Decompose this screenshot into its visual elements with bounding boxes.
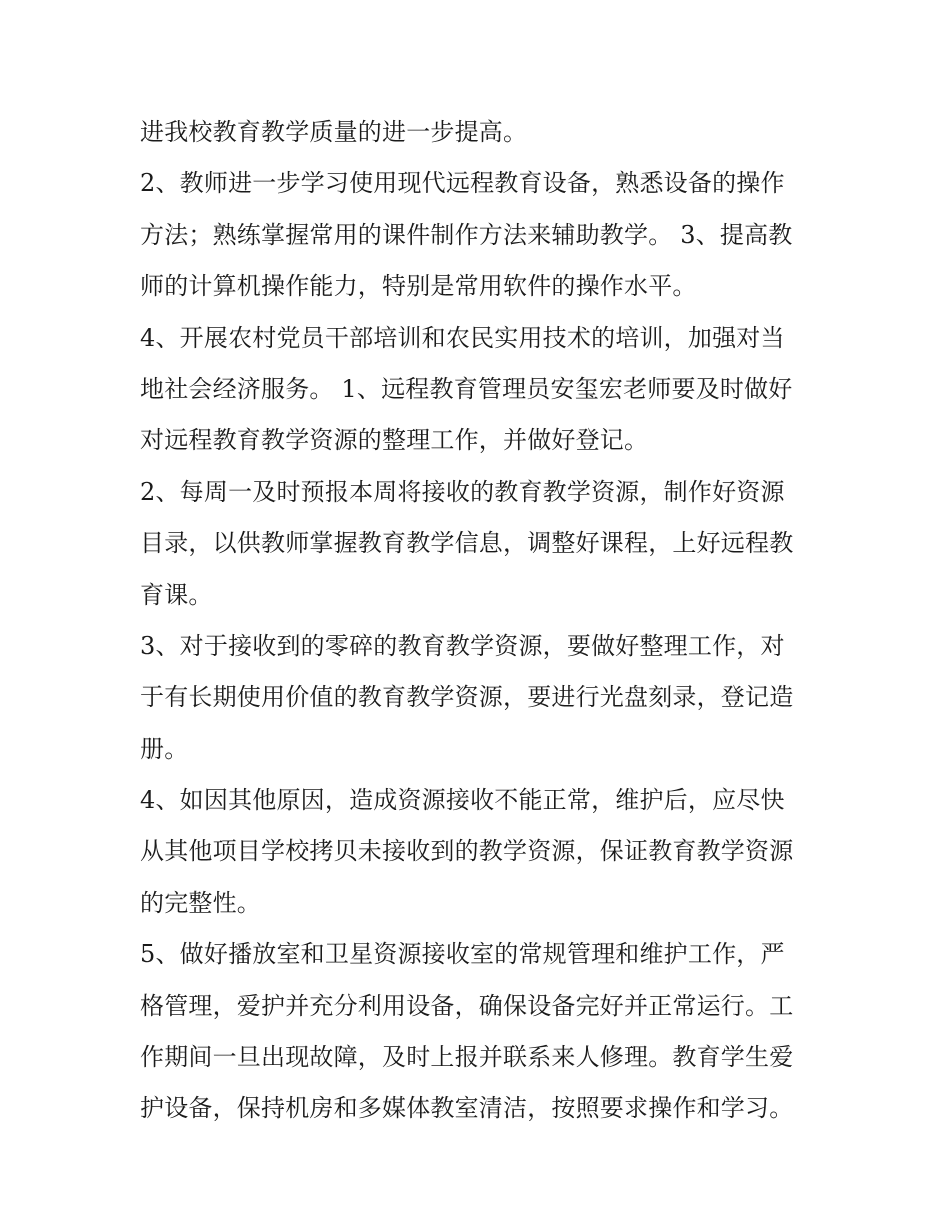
text-line: 5、做好播放室和卫星资源接收室的常规管理和维护工作，严 [140, 940, 785, 969]
text-line: 从其他项目学校拷贝未接收到的教学资源，保证教育教学资源 [140, 837, 794, 866]
text-line: 作期间一旦出现故障，及时上报并联系来人修理。教育学生爱 [140, 1043, 794, 1072]
text-line: 对远程教育教学资源的整理工作，并做好登记。 [140, 426, 649, 455]
text-line: 育课。 [140, 580, 213, 609]
text-line: 2、教师进一步学习使用现代远程教育设备，熟悉设备的操作 [140, 169, 785, 198]
text-line: 目录，以供教师掌握教育教学信息，调整好课程，上好远程教 [140, 529, 794, 558]
text-line: 护设备，保持机房和多媒体教室清洁，按照要求操作和学习。 [140, 1094, 794, 1123]
text-line: 4、如因其他原因，造成资源接收不能正常，维护后，应尽快 [140, 786, 785, 815]
text-line: 的完整性。 [140, 888, 261, 917]
text-line: 进我校教育教学质量的进一步提高。 [140, 118, 528, 146]
text-line: 3、对于接收到的零碎的教育教学资源，要做好整理工作，对 [140, 631, 785, 660]
text-line: 册。 [140, 734, 189, 763]
document-body [140, 107, 830, 1135]
text-line: 师的计算机操作能力，特别是常用软件的操作水平。 [140, 272, 697, 301]
text-line: 于有长期使用价值的教育教学资源，要进行光盘刻录，登记造 [140, 683, 794, 712]
text-line: 格管理，爱护并充分利用设备，确保设备完好并正常运行。工 [140, 991, 794, 1020]
text-line: 2、每周一及时预报本周将接收的教育教学资源，制作好资源 [140, 477, 785, 506]
text-line: 方法；熟练掌握常用的课件制作方法来辅助教学。 3、提高教 [140, 220, 793, 249]
text-line: 地社会经济服务。 1、远程教育管理员安玺宏老师要及时做好 [140, 374, 793, 403]
text-line: 4、开展农村党员干部培训和农民实用技术的培训，加强对当 [140, 323, 785, 352]
